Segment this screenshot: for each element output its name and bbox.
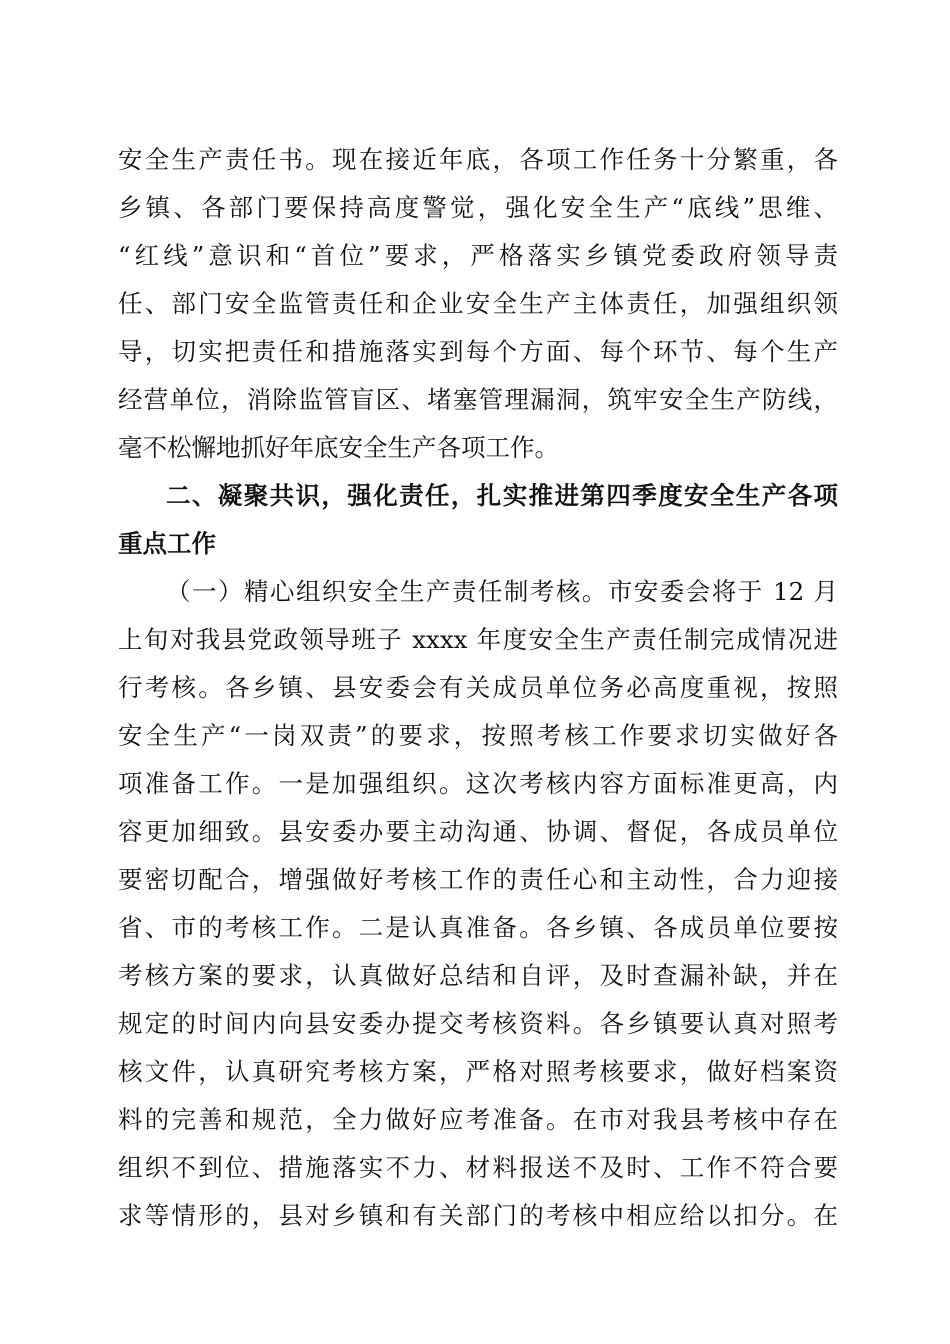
- paragraph-line: 规定的时间内向县安委办提交考核资料。各乡镇要认真对照考: [118, 1009, 838, 1038]
- section-heading: 重点工作: [118, 529, 216, 558]
- paragraph-line: 考核方案的要求，认真做好总结和自评，及时查漏补缺，并在: [118, 961, 838, 990]
- paragraph-line: 上旬对我县党政领导班子 xxxx 年度安全生产责任制完成情况进: [118, 625, 838, 654]
- paragraph-line: 容更加细致。县安委办要主动沟通、协调、督促，各成员单位: [118, 817, 838, 846]
- paragraph-line: 项准备工作。一是加强组织。这次考核内容方面标准更高，内: [118, 769, 838, 798]
- paragraph-line: 省、市的考核工作。二是认真准备。各乡镇、各成员单位要按: [118, 913, 838, 942]
- paragraph-line: 料的完善和规范，全力做好应考准备。在市对我县考核中存在: [118, 1105, 838, 1134]
- paragraph-line: 乡镇、各部门要保持高度警觉，强化安全生产“底线”思维、: [118, 193, 838, 222]
- paragraph-line: 经营单位，消除监管盲区、堵塞管理漏洞，筑牢安全生产防线，: [118, 385, 838, 414]
- paragraph-line: 导，切实把责任和措施落实到每个方面、每个环节、每个生产: [118, 337, 838, 366]
- paragraph-line: 行考核。各乡镇、县安委会有关成员单位务必高度重视，按照: [118, 673, 838, 702]
- paragraph-line: 求等情形的，县对乡镇和有关部门的考核中相应给以扣分。在: [118, 1201, 838, 1230]
- paragraph-line: 组织不到位、措施落实不力、材料报送不及时、工作不符合要: [118, 1153, 838, 1182]
- paragraph-line: 安全生产责任书。现在接近年底，各项工作任务十分繁重，各: [118, 145, 838, 174]
- paragraph-line: “红线”意识和“首位”要求，严格落实乡镇党委政府领导责: [118, 241, 838, 270]
- paragraph-line: 安全生产“一岗双责”的要求，按照考核工作要求切实做好各: [118, 721, 838, 750]
- section-heading: 二、凝聚共识，强化责任，扎实推进第四季度安全生产各项: [166, 481, 838, 510]
- paragraph-line: 核文件，认真研究考核方案，严格对照考核要求，做好档案资: [118, 1057, 838, 1086]
- paragraph-line: 毫不松懈地抓好年底安全生产各项工作。: [118, 433, 559, 462]
- paragraph-line: 要密切配合，增强做好考核工作的责任心和主动性，合力迎接: [118, 865, 838, 894]
- paragraph-line: 任、部门安全监管责任和企业安全生产主体责任，加强组织领: [118, 289, 838, 318]
- paragraph-line: （一）精心组织安全生产责任制考核。市安委会将于 12 月: [166, 577, 838, 606]
